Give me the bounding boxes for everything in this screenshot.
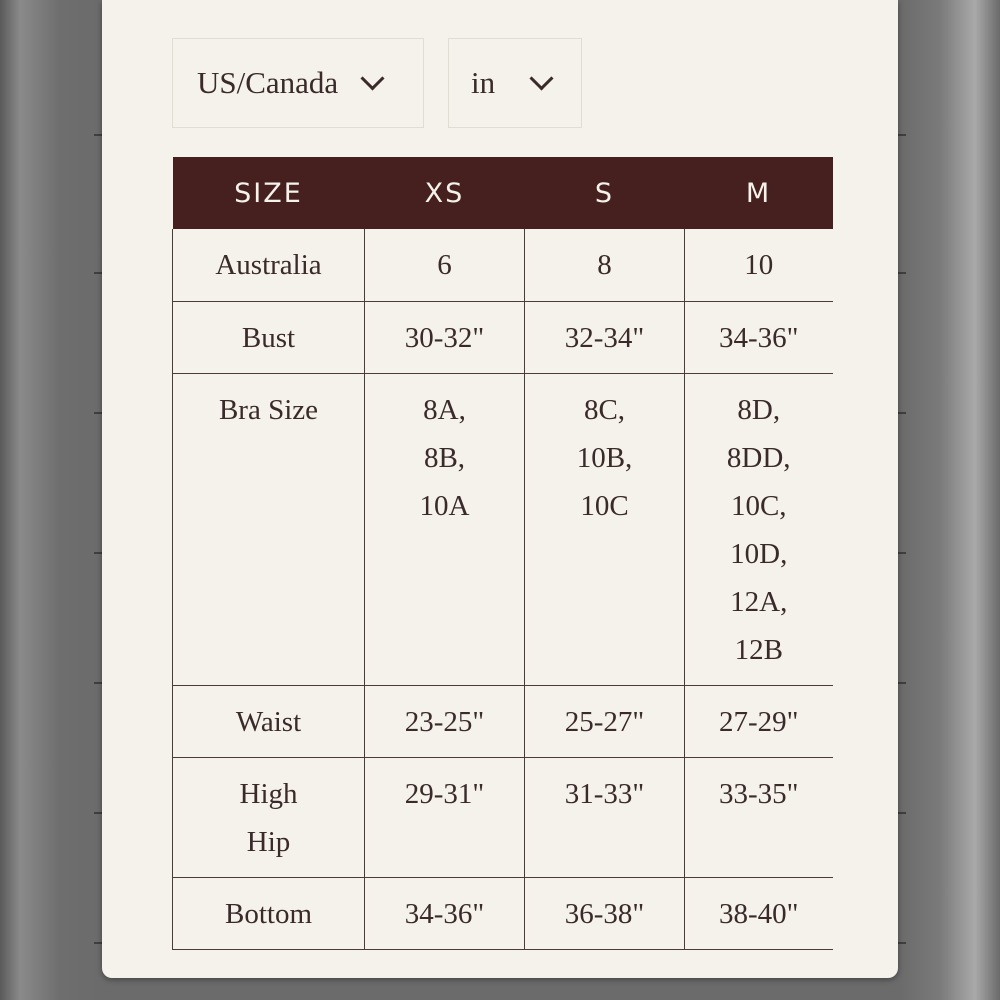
cell-bust-m bbox=[685, 301, 833, 373]
row-label-high-hip bbox=[173, 757, 365, 877]
table-row-bottom bbox=[173, 877, 833, 949]
cell-bra-size-s bbox=[525, 373, 685, 685]
background-tick bbox=[94, 812, 102, 814]
cell-value: 25-27" bbox=[564, 705, 645, 738]
table-row-australia bbox=[173, 229, 833, 301]
cell-australia-m bbox=[685, 229, 833, 301]
cell-bottom-xs bbox=[365, 877, 525, 949]
cell-value: 10D, bbox=[730, 537, 788, 570]
background-tick bbox=[898, 682, 906, 684]
background-tick bbox=[898, 412, 906, 414]
cell-value: 38-40" bbox=[719, 897, 799, 930]
table-row-high-hip bbox=[173, 757, 833, 877]
size-chart-panel bbox=[102, 0, 898, 978]
background-tick bbox=[898, 812, 906, 814]
cell-bust-s bbox=[525, 301, 685, 373]
cell-value: 29-31" bbox=[404, 777, 485, 810]
cell-value: 31-33" bbox=[564, 777, 645, 810]
cell-value: 8C, bbox=[583, 393, 626, 426]
table-body bbox=[173, 229, 833, 949]
row-label-line: Hip bbox=[246, 825, 291, 858]
header-size: SIZE bbox=[173, 157, 365, 229]
cell-value: 34-36" bbox=[719, 321, 799, 354]
cell-value: 10 bbox=[744, 249, 774, 281]
table-row-bust bbox=[173, 301, 833, 373]
header-s: S bbox=[525, 157, 685, 229]
cell-value: 12A, bbox=[730, 585, 788, 618]
background-tick bbox=[94, 134, 102, 136]
background-tick bbox=[94, 682, 102, 684]
cell-value: 30-32" bbox=[404, 321, 485, 354]
row-label-bust bbox=[173, 301, 365, 373]
cell-bra-size-m bbox=[685, 373, 833, 685]
header-m: M bbox=[685, 157, 833, 229]
cell-value: 34-36" bbox=[404, 897, 485, 930]
row-label-line: Waist bbox=[235, 705, 302, 738]
cell-high-hip-s bbox=[525, 757, 685, 877]
cell-bust-xs bbox=[365, 301, 525, 373]
cell-value: 10C, bbox=[730, 489, 787, 522]
cell-value: 6 bbox=[437, 249, 452, 281]
background-tick bbox=[898, 272, 906, 274]
header-xs: XS bbox=[365, 157, 525, 229]
cell-value: 10A bbox=[419, 489, 470, 522]
cell-value: 8A, bbox=[423, 393, 466, 426]
background-tick bbox=[94, 272, 102, 274]
cell-value: 33-35" bbox=[719, 777, 799, 810]
background-tick bbox=[94, 942, 102, 944]
cell-value: 27-29" bbox=[719, 705, 799, 738]
cell-value: 10B, bbox=[576, 441, 633, 474]
cell-value: 36-38" bbox=[564, 897, 645, 930]
cell-value: 8B, bbox=[423, 441, 466, 474]
table-header-row bbox=[173, 157, 833, 229]
row-label-waist bbox=[173, 685, 365, 757]
row-label-line: High bbox=[239, 777, 298, 810]
cell-waist-xs bbox=[365, 685, 525, 757]
region-select[interactable] bbox=[172, 38, 424, 128]
table-row-waist bbox=[173, 685, 833, 757]
row-label-bra-size bbox=[173, 373, 365, 685]
cell-australia-s bbox=[525, 229, 685, 301]
cell-bottom-m bbox=[685, 877, 833, 949]
row-label-bottom bbox=[173, 877, 365, 949]
background-tick bbox=[94, 412, 102, 414]
region-select-value: US/Canada bbox=[197, 65, 339, 100]
background-tick bbox=[898, 134, 906, 136]
background-tick bbox=[94, 552, 102, 554]
cell-value: 8 bbox=[597, 249, 612, 281]
cell-value: 10C bbox=[580, 489, 629, 522]
background-tick bbox=[898, 942, 906, 944]
size-chart-table bbox=[172, 157, 833, 950]
row-label-line: Australia bbox=[215, 249, 322, 281]
cell-waist-m bbox=[685, 685, 833, 757]
cell-value: 23-25" bbox=[404, 705, 485, 738]
cell-value: 8DD, bbox=[726, 441, 791, 474]
row-label-australia bbox=[173, 229, 365, 301]
row-label-line: Bra Size bbox=[218, 393, 319, 426]
cell-value: 8D, bbox=[737, 393, 781, 426]
row-label-line: Bottom bbox=[224, 897, 312, 930]
unit-select-value: in bbox=[471, 65, 496, 100]
unit-select[interactable] bbox=[448, 38, 582, 128]
chevron-down-icon bbox=[530, 66, 554, 90]
table-header bbox=[173, 157, 833, 229]
cell-bottom-s bbox=[525, 877, 685, 949]
row-label-line: Bust bbox=[241, 321, 296, 354]
cell-bra-size-xs bbox=[365, 373, 525, 685]
cell-high-hip-m bbox=[685, 757, 833, 877]
table-row-bra-size bbox=[173, 373, 833, 685]
cell-australia-xs bbox=[365, 229, 525, 301]
cell-high-hip-xs bbox=[365, 757, 525, 877]
cell-value: 32-34" bbox=[564, 321, 645, 354]
cell-value: 12B bbox=[734, 633, 783, 666]
cell-waist-s bbox=[525, 685, 685, 757]
background-tick bbox=[898, 552, 906, 554]
chevron-down-icon bbox=[361, 66, 385, 90]
